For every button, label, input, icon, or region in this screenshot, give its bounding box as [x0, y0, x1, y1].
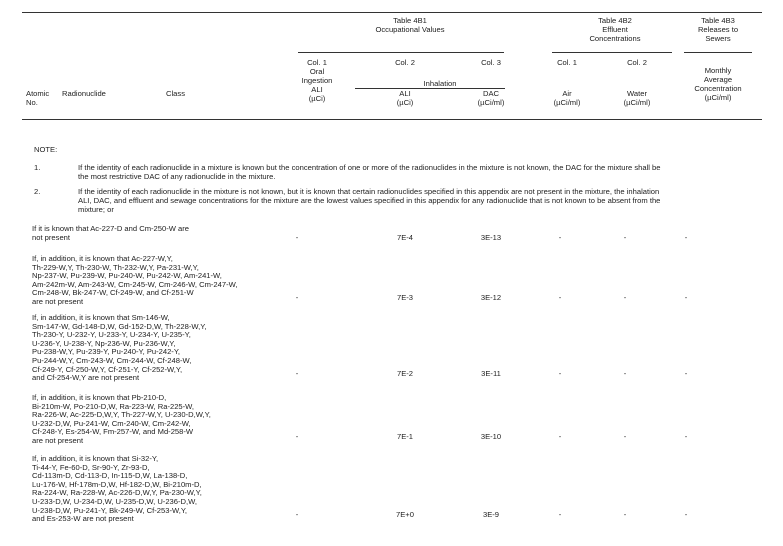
col1-ingestion: Ingestion [301, 76, 333, 85]
table-4b1-subtitle: Occupational Values [375, 25, 445, 34]
mixture-description-line: Sm-147-W, Gd-148-D,W, Gd-152-D,W, Th-228-W,Y, [32, 321, 207, 331]
radionuclide-header: Radionuclide [62, 89, 106, 98]
table-4b3-rule [684, 52, 752, 53]
table-4b3-header [678, 16, 758, 43]
mixture-description-line: Pu-238-W,Y, Pu-239-Y, Pu-240-Y, Pu-242-Y, [32, 347, 181, 357]
dac-value: 3E-10 [480, 432, 502, 441]
sewer-monthly: Monthly [704, 66, 732, 75]
note-number: 1. [34, 163, 41, 172]
mixture-description-line: Cd-113m-D, Cd-113-D, In-115-D,W, La-138-D, [32, 471, 188, 481]
oral-value: - [295, 369, 299, 379]
sewer-header [678, 66, 758, 102]
note-line: mixture; or [78, 205, 114, 214]
air-unit: (µCi/ml) [553, 98, 581, 107]
mixture-description-line: If, in addition, it is known that Ac-227-W,Y, [32, 254, 173, 263]
note-number: 2. [34, 187, 41, 196]
col3-header [466, 58, 516, 67]
sewer-unit: (µCi/ml) [704, 93, 732, 102]
col1-oral: Oral [309, 67, 325, 76]
note-line: If the identity of each radionuclide in a mixture is known but the concentration of one or more of the radionuclides in the mixture is not known, the DAC for the mixture shall be [78, 163, 661, 172]
mixture-description-line: Ra-226-W, Ac-225-D,W,Y, Th-227-W,Y, U-230-D,W,Y, [32, 410, 211, 420]
mixture-description-line: Am-242m-W, Am-243-W, Cm-245-W, Cm-246-W, Cm-247-W, [32, 279, 238, 289]
mixture-description-line: Cm-248-W, Bk-247-W, Cf-249-W, and Cf-251-W [32, 288, 194, 298]
col1-oral-header [292, 58, 342, 103]
mixture-description-line: Th-230-Y, U-232-Y, U-233-Y, U-234-Y, U-235-Y, [32, 330, 191, 340]
air-header [542, 58, 592, 67]
table-4b3-title: Table 4B3 [701, 16, 735, 25]
mixture-description-line: Ti-44-Y, Fe-60-D, Sr-90-Y, Zr-93-D, [32, 462, 150, 472]
table-4b2-subtitle: Effluent [602, 25, 628, 34]
mixture-description-line: and Es-253-W are not present [32, 514, 134, 524]
air-label: Air [562, 89, 572, 98]
note-line: the most restrictive DAC of any radionuclide in the mixture. [78, 172, 276, 181]
mixture-description-line: If it is known that Ac-227-D and Cm-250-W are [32, 224, 189, 233]
table-4b2-header [560, 16, 670, 43]
air-col-label: Col. 1 [557, 58, 577, 67]
water-value: - [623, 510, 627, 520]
mixture-description-line: Cf-249-Y, Cf-250-W,Y, Cf-251-Y, Cf-252-W,Y, [32, 364, 183, 374]
mixture-description-line: Ra-224-W, Ra-228-W, Ac-226-D,W,Y, Pa-230-W,Y, [32, 488, 202, 498]
oral-value: - [295, 510, 299, 520]
sewer-value: - [684, 233, 688, 242]
col2-ali-header [380, 89, 430, 107]
table-4b2-subtitle-2: Concentrations [589, 34, 641, 43]
mixture-description-line: U-236-Y, U-238-Y, Np-236-W, Pu-236-W,Y, [32, 338, 176, 348]
mixture-description-line: U-238-D,W, Pu-241-Y, Bk-249-W, Cf-253-W,Y, [32, 505, 188, 515]
top-rule [22, 12, 762, 13]
note-line: If the identity of each radionuclide in the mixture is not known, but it is known that certain radionuclides specified in this appendix are not present in the mixture, the inhalation [78, 187, 660, 196]
mixture-description-line: Bi-210m-W, Po-210-D,W, Ra-223-W, Ra-225-W, [32, 401, 195, 411]
table-4b3-subtitle-2: Sewers [705, 34, 731, 43]
sewer-value: - [684, 293, 688, 302]
water-col-label: Col. 2 [627, 58, 647, 67]
sewer-value: - [684, 432, 688, 441]
air-header-bottom [542, 89, 592, 107]
inhalation-label: Inhalation [423, 79, 457, 88]
atomic-no-header [26, 89, 66, 107]
note-line: ALI, DAC, and effluent and sewage concentrations for the mixture are the lowest values specified in this appendix for any radionuclide that is not known to be absent from the [78, 196, 661, 205]
table-4b3-subtitle: Releases to [697, 25, 739, 34]
water-header-bottom [612, 89, 662, 107]
dac-value: 3E-9 [482, 510, 500, 520]
water-unit: (µCi/ml) [623, 98, 651, 107]
dac-value: 3E-13 [480, 233, 502, 242]
air-value: - [558, 369, 562, 379]
oral-value: - [295, 233, 299, 242]
mixture-description-line: U-233-D,W, U-234-D,W, U-235-D,W, U-236-D,W, [32, 497, 197, 506]
air-value: - [558, 293, 562, 302]
mixture-description-line: If, in addition, it is known that Sm-146-W, [32, 313, 170, 322]
air-value: - [558, 432, 562, 441]
col3-dac: DAC [482, 89, 500, 98]
table-4b1-rule [298, 52, 504, 53]
header-bottom-rule [22, 119, 762, 120]
col1-ali: ALI [311, 85, 323, 94]
col2-header [380, 58, 430, 67]
oral-value: - [295, 432, 299, 441]
sewer-average: Average [703, 75, 733, 84]
sewer-value: - [684, 510, 688, 520]
col2-unit: (µCi) [396, 98, 414, 107]
col3-dac-header [466, 89, 516, 107]
mixture-description-line: If, in addition, it is known that Pb-210-D, [32, 393, 167, 402]
mixture-description-line: U-232-D,W, Pu-241-W, Cm-240-W, Cm-242-W, [32, 418, 191, 428]
mixture-description-line: not present [32, 232, 70, 242]
col1-label: Col. 1 [307, 58, 327, 67]
water-label: Water [627, 89, 647, 98]
sewer-value: - [684, 369, 688, 379]
table-4b1-title: Table 4B1 [393, 16, 427, 25]
oral-value: - [295, 293, 299, 302]
sewer-concentration: Concentration [694, 84, 742, 93]
mixture-description-line: Th-229-W,Y, Th-230-W, Th-232-W,Y, Pa-231-W,Y, [32, 262, 199, 272]
mixture-description-line: Np-237-W, Pu-239-W, Pu-240-W, Pu-242-W, Am-241-W, [32, 271, 222, 281]
col2-ali: ALI [399, 89, 411, 98]
mixture-description-line: Pu-244-W,Y, Cm-243-W, Cm-244-W, Cf-248-W, [32, 356, 192, 365]
air-value: - [558, 233, 562, 242]
mixture-description-line: Lu-176-W, Hf-178m-D,W, Hf-182-D,W, Bi-210m-D, [32, 479, 202, 489]
mixture-description-line: and Cf-254-W,Y are not present [32, 373, 140, 383]
ali-value: 7E-4 [396, 233, 414, 242]
mixture-description-line: Cf-248-Y, Es-254-W, Fm-257-W, and Md-258-W [32, 427, 194, 437]
water-value: - [623, 432, 627, 441]
ali-value: 7E-3 [396, 293, 414, 302]
atomic-label: Atomic [26, 89, 50, 98]
mixture-description-line: are not present [32, 436, 84, 445]
mixture-description-line: are not present [32, 297, 84, 306]
col3-label: Col. 3 [481, 58, 501, 67]
table-4b2-title: Table 4B2 [598, 16, 632, 25]
water-header [612, 58, 662, 67]
ali-value: 7E+0 [396, 510, 414, 520]
no-label: No. [26, 98, 38, 107]
note-title: NOTE: [34, 145, 58, 154]
mixture-description-line: If, in addition, it is known that Si-32-Y, [32, 454, 159, 463]
table-4b1-header [330, 16, 490, 34]
col2-label: Col. 2 [395, 58, 415, 67]
col1-unit: (µCi) [308, 94, 326, 103]
dac-value: 3E-11 [481, 369, 501, 379]
water-value: - [623, 233, 627, 242]
class-header: Class [166, 89, 185, 98]
table-4b2-rule [552, 52, 672, 53]
water-value: - [623, 293, 627, 302]
ali-value: 7E-2 [396, 369, 414, 379]
dac-value: 3E-12 [480, 293, 502, 302]
col3-unit: (µCi/ml) [477, 98, 505, 107]
ali-value: 7E-1 [396, 432, 414, 441]
water-value: - [623, 369, 627, 379]
air-value: - [558, 510, 562, 520]
